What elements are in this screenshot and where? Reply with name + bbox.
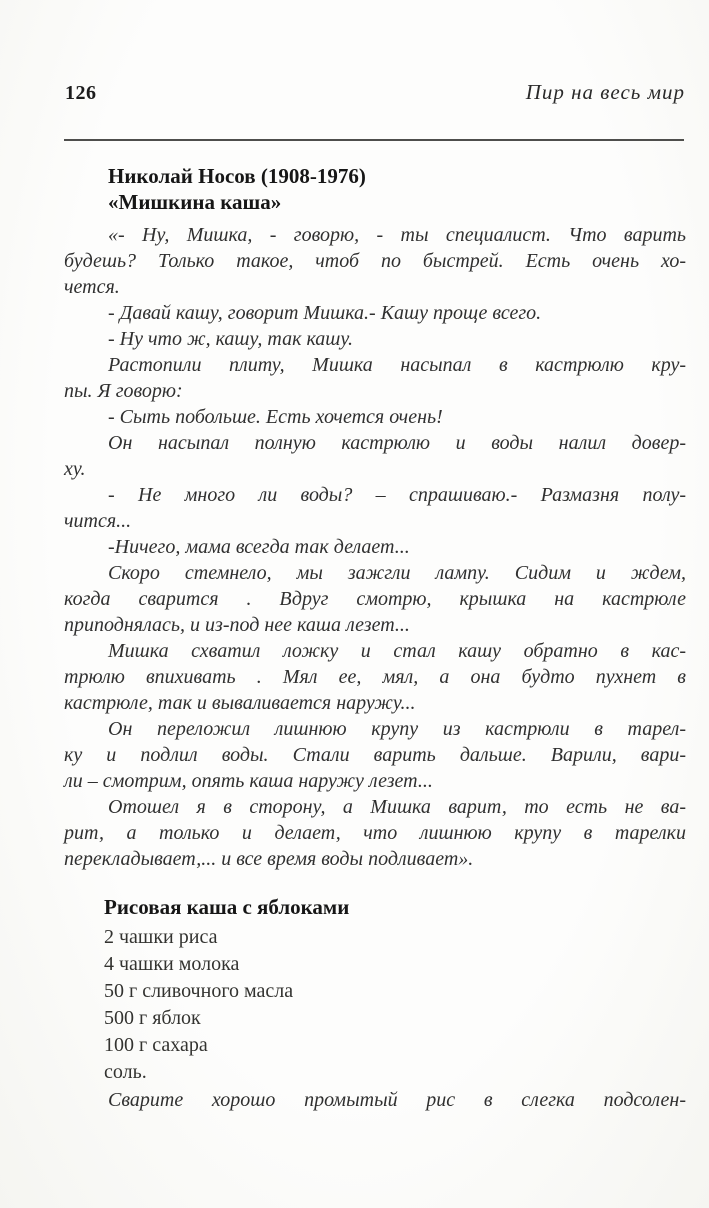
story-line: ху. bbox=[64, 458, 86, 480]
story-line: Растопили плиту, Мишка насыпал в кастрюлю кру- bbox=[108, 354, 686, 376]
ingredient-list bbox=[64, 924, 686, 1086]
story-line: ли – смотрим, опять каша наружу лезет... bbox=[64, 770, 433, 792]
story-line: пы. Я говорю: bbox=[64, 380, 183, 402]
story-line: трюлю впихивать . Мял ее, мял, а она будто пухнет в bbox=[64, 666, 686, 688]
story-line: когда сварится . Вдруг смотрю, крышка на кастрюле bbox=[64, 588, 686, 610]
page-header bbox=[65, 80, 685, 105]
ingredient-item: 500 г яблок bbox=[104, 1007, 201, 1029]
ingredient-item: 100 г сахара bbox=[104, 1034, 208, 1056]
recipe-title: Рисовая каша с яблоками bbox=[104, 895, 350, 919]
story-title: «Мишкина каша» bbox=[108, 190, 282, 214]
story-line: Мишка схватил ложку и стал кашу обратно в кас- bbox=[108, 640, 686, 662]
story-line: приподнялась, и из-под нее каша лезет... bbox=[64, 614, 410, 636]
story-line: Он переложил лишнюю крупу из кастрюли в тарел- bbox=[108, 718, 686, 740]
ingredient-item: 4 чашки молока bbox=[104, 953, 240, 975]
story-line: - Ну что ж, кашу, так кашу. bbox=[108, 328, 354, 350]
story-line: перекладывает,... и все время воды подливает». bbox=[64, 848, 474, 870]
story-line: чется. bbox=[64, 276, 120, 298]
story-line: Отошел я в сторону, а Мишка варит, то есть не ва- bbox=[108, 796, 686, 818]
story-line: -Ничего, мама всегда так делает... bbox=[108, 536, 410, 558]
page-body bbox=[64, 163, 686, 1114]
story-text bbox=[64, 222, 686, 872]
page-number: 126 bbox=[65, 82, 97, 104]
story-author: Николай Носов (1908-1976) bbox=[108, 164, 366, 188]
story-line: Скоро стемнело, мы зажгли лампу. Сидим и ждем, bbox=[108, 562, 686, 584]
story-line: кастрюле, так и вываливается наружу... bbox=[64, 692, 416, 714]
story-line: - Сыть побольше. Есть хочется очень! bbox=[108, 406, 443, 428]
story-line: ку и подлил воды. Стали варить дальше. Варили, вари- bbox=[64, 744, 686, 766]
running-title: Пир на весь мир bbox=[525, 80, 685, 104]
story-line: - Не много ли воды? – спрашиваю.- Размазня полу- bbox=[108, 484, 686, 506]
ingredient-item: 2 чашки риса bbox=[104, 926, 218, 948]
story-line: чится... bbox=[64, 510, 132, 532]
ingredient-item: 50 г сливочного масла bbox=[104, 980, 294, 1002]
story-line: «- Ну, Мишка, - говорю, - ты специалист. Что варить bbox=[108, 224, 686, 246]
story-line: - Давай кашу, говорит Мишка.- Кашу проще всего. bbox=[108, 302, 542, 324]
story-line: Он насыпал полную кастрюлю и воды налил довер- bbox=[108, 432, 686, 454]
recipe-instruction: Сварите хорошо промытый рис в слегка подсолен- bbox=[108, 1089, 686, 1111]
ingredient-item: соль. bbox=[104, 1061, 147, 1083]
story-line: рит, а только и делает, что лишнюю крупу в тарелки bbox=[64, 822, 686, 844]
header-rule bbox=[64, 139, 684, 141]
story-line: будешь? Только такое, чтоб по быстрей. Есть очень хо- bbox=[64, 250, 686, 272]
